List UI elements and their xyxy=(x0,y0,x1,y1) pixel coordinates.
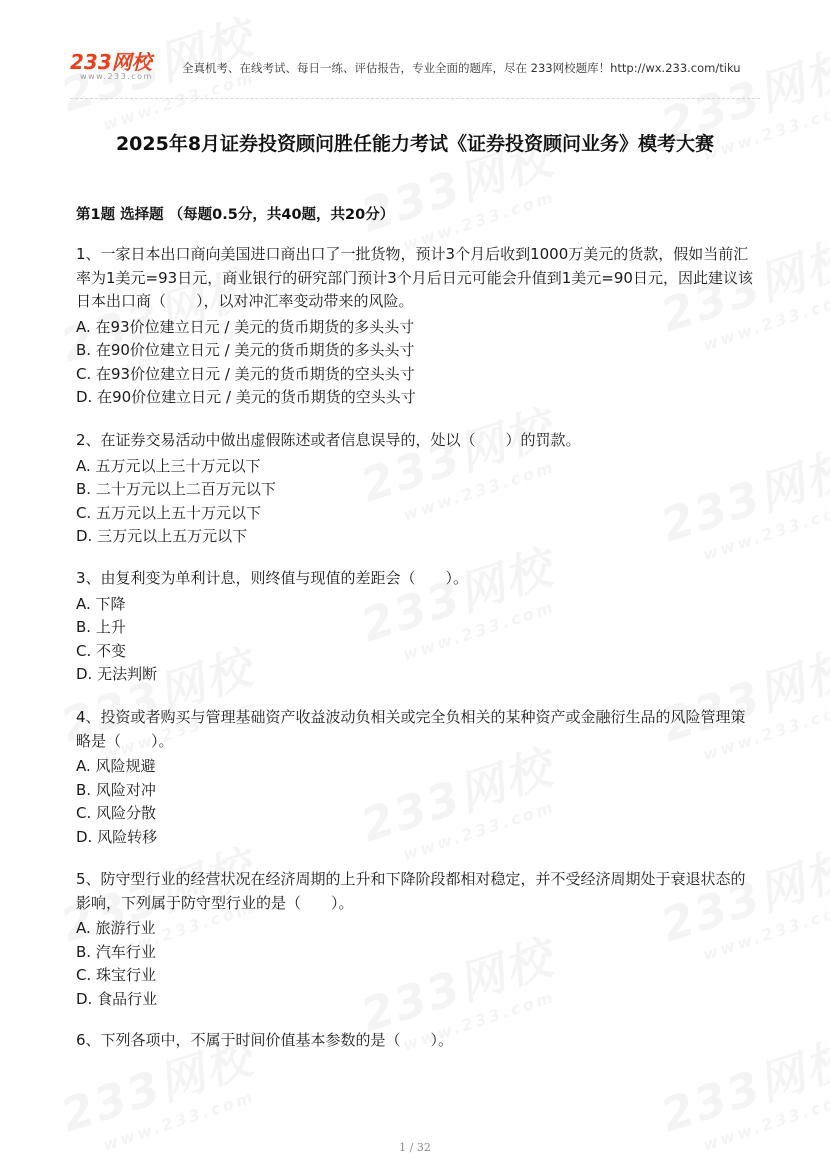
document-title: 2025年8月证券投资顾问胜任能力考试《证券投资顾问业务》模考大赛 xyxy=(115,133,715,155)
page-header xyxy=(70,48,760,84)
option-c: C. 不变 xyxy=(76,641,127,660)
option-a: A. 旅游行业 xyxy=(76,919,156,937)
option-d: D. 食品行业 xyxy=(76,989,158,1008)
question-stem: 1、一家日本出口商向美国进口商出口了一批货物，预计3个月后收到1000万美元的货款，假如当前汇率为1美元=93日元，商业银行的研究部门预计3个月后日元可能会升值到1美元=90日元，因此建议该日本出口商（ ），以对冲汇率变动带来的风险。 xyxy=(76,245,753,310)
option-c: C. 风险分散 xyxy=(76,804,157,822)
option-a: A. 风险规避 xyxy=(76,757,156,775)
option-d: D. 无法判断 xyxy=(76,665,158,683)
brand-logo: 233网校 www.233.com xyxy=(70,50,153,81)
option-a: A. 五万元以上三十万元以下 xyxy=(76,456,261,475)
option-b: B. 风险对冲 xyxy=(76,780,156,799)
option-d: D. 三万元以上五万元以下 xyxy=(76,527,248,545)
option-b: B. 在90价位建立日元 / 美元的货币期货的多头头寸 xyxy=(76,341,415,359)
option-b: B. 汽车行业 xyxy=(76,942,156,961)
question-stem: 5、防守型行业的经营状况在经济周期的上升和下降阶段都相对稳定，并不受经济周期处于衰退状态的影响，下列属于防守型行业的是（ ）。 xyxy=(76,870,746,912)
option-a: A. 在93价位建立日元 / 美元的货币期货的多头头寸 xyxy=(76,317,415,336)
question-3 xyxy=(76,567,760,687)
option-d: D. 在90价位建立日元 / 美元的货币期货的空头头寸 xyxy=(76,388,416,406)
question-4 xyxy=(76,706,760,849)
option-c: C. 在93价位建立日元 / 美元的货币期货的空头头寸 xyxy=(76,364,415,383)
question-stem: 3、由复利变为单利计息，则终值与现值的差距会（ ）。 xyxy=(76,569,469,587)
section-heading: 第1题 选择题 （每题0.5分，共40题，共20分） xyxy=(76,207,395,223)
question-stem: 2、在证券交易活动中做出虚假陈述或者信息误导的，处以（ ）的罚款。 xyxy=(76,431,581,449)
question-5 xyxy=(76,868,760,1011)
option-b: B. 上升 xyxy=(76,618,126,636)
option-c: C. 五万元以上五十万元以下 xyxy=(76,503,262,522)
question-2 xyxy=(76,429,760,549)
question-1 xyxy=(76,243,760,410)
question-6 xyxy=(76,1029,760,1053)
question-stem: 4、投资或者购买与管理基础资产收益波动负相关或完全负相关的某种资产或金融衍生品的风险管理策略是（ ）。 xyxy=(76,708,746,750)
question-stem: 6、下列各项中，不属于时间价值基本参数的是（ ）。 xyxy=(76,1031,454,1049)
option-d: D. 风险转移 xyxy=(76,827,158,846)
page-number: 1 / 32 xyxy=(399,1141,431,1154)
option-c: C. 珠宝行业 xyxy=(76,966,157,984)
option-b: B. 二十万元以上二百万元以下 xyxy=(76,480,276,498)
option-a: A. 下降 xyxy=(76,594,126,613)
header-tagline: 全真机考、在线考试、每日一练、评估报告，专业全面的题库，尽在 233网校题库！http://wx.233.com/tiku xyxy=(182,61,741,75)
header-divider xyxy=(70,98,760,99)
